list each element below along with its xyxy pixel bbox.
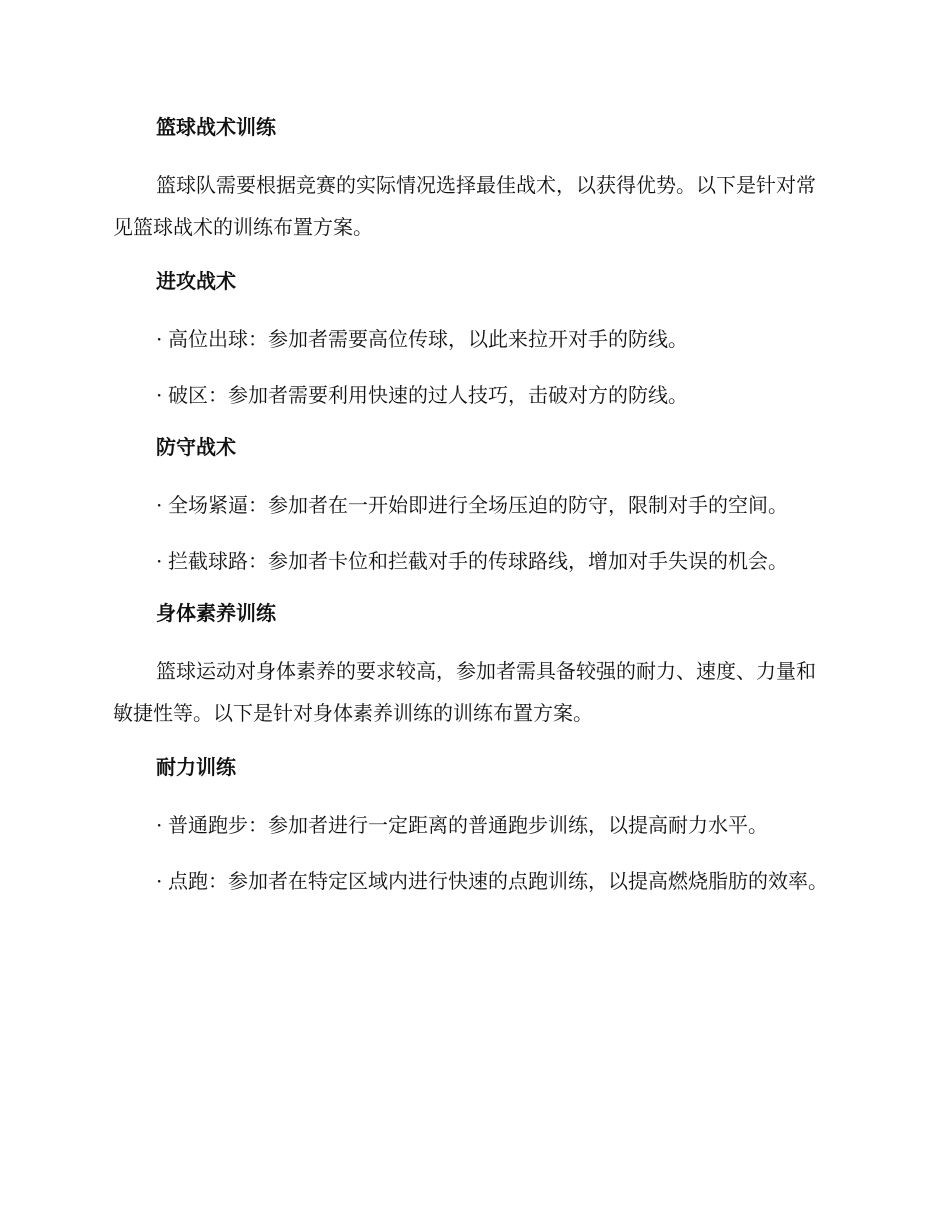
bullet-item xyxy=(113,374,831,416)
bullet-dot: · xyxy=(156,549,163,573)
bullet-dot: · xyxy=(156,383,163,407)
bullet-item xyxy=(113,804,831,846)
bullet-item xyxy=(113,484,831,526)
bullet-text: 普通跑步：参加者进行一定距离的普通跑步训练，以提高耐力水平。 xyxy=(168,813,768,837)
bullet-dot: · xyxy=(156,813,163,837)
section-paragraph-tactics: 篮球队需要根据竞赛的实际情况选择最佳战术，以获得优势。以下是针对常见篮球战术的训练布置方案。 xyxy=(113,173,816,239)
bullet-dot: · xyxy=(156,327,163,351)
bullet-dot: · xyxy=(156,869,163,893)
section-heading-endurance: 耐力训练 xyxy=(156,755,236,779)
section-heading-fitness: 身体素养训练 xyxy=(156,601,276,625)
bullet-text: 全场紧逼：参加者在一开始即进行全场压迫的防守，限制对手的空间。 xyxy=(168,493,788,517)
section-heading-defense: 防守战术 xyxy=(156,435,236,459)
bullet-dot: · xyxy=(156,493,163,517)
bullet-item xyxy=(113,540,831,582)
bullet-text: 拦截球路：参加者卡位和拦截对手的传球路线，增加对手失误的机会。 xyxy=(168,549,788,573)
section-heading-offense: 进攻战术 xyxy=(156,269,236,293)
bullet-item xyxy=(113,860,831,902)
bullet-item xyxy=(113,318,831,360)
section-paragraph-fitness: 篮球运动对身体素养的要求较高，参加者需具备较强的耐力、速度、力量和敏捷性等。以下是针对身体素养训练的训练布置方案。 xyxy=(113,659,816,725)
bullet-text: 高位出球：参加者需要高位传球，以此来拉开对手的防线。 xyxy=(168,327,688,351)
document-body xyxy=(113,110,831,916)
bullet-text: 点跑：参加者在特定区域内进行快速的点跑训练，以提高燃烧脂肪的效率。 xyxy=(168,869,828,893)
section-heading-tactics: 篮球战术训练 xyxy=(156,115,276,139)
bullet-text: 破区：参加者需要利用快速的过人技巧，击破对方的防线。 xyxy=(168,383,688,407)
